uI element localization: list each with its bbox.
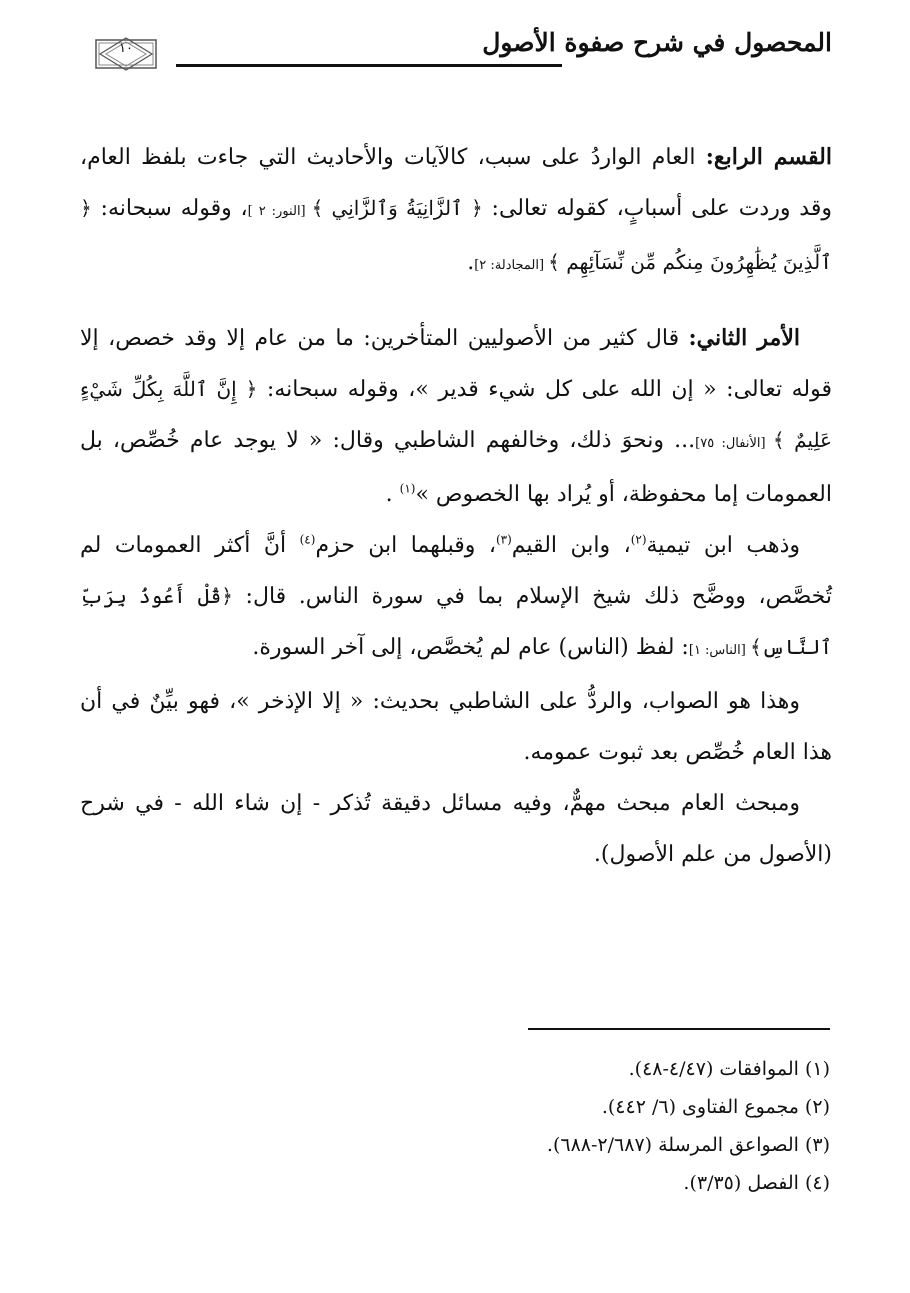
text: ... ونحوَ ذلك، وخالفهم الشاطبي وقال: « لا يوجد عام خُصِّص، بل العمومات إما محفوظة، أو يُراد بها الخصوص » bbox=[80, 428, 832, 507]
text: . bbox=[467, 250, 475, 275]
quran-verse: ﴿قُلْ أَعُوذُ بِرَبِّ ٱلنَّاسِ﴾ bbox=[80, 584, 832, 659]
page-header bbox=[80, 22, 832, 82]
paragraph-5: ومبحث العام مبحث مهمٌّ، وفيه مسائل دقيقة تُذكر - إن شاء الله - في شرح (الأصول من علم الأصول). bbox=[80, 791, 832, 867]
text: ، وقبلهما ابن حزم bbox=[315, 533, 496, 558]
text: أنَّ أكثر العمومات لم تُخصَّص، ووضَّح ذلك شيخ الإسلام بما في سورة الناس. قال: bbox=[80, 533, 832, 609]
footnote-marker[interactable]: (٢) bbox=[630, 532, 647, 547]
paragraph-4: وهذا هو الصواب، والردُّ على الشاطبي بحديث: « إلا الإذخر »، فهو بيِّنٌ في أن هذا العام خُصِّص بعد ثبوت عمومه. bbox=[80, 689, 832, 765]
text: ، وقوله سبحانه: bbox=[91, 196, 248, 221]
verse-reference: [النور: ٢ ] bbox=[247, 204, 312, 219]
text: . bbox=[385, 482, 400, 507]
quran-verse: ﴿ ٱلَّذِينَ يُظَٰهِرُونَ مِنكُم مِّن نِّسَآئِهِم ﴾ bbox=[80, 196, 832, 274]
verse-reference: [الأنفال: ٧٥] bbox=[695, 436, 773, 451]
footnote-marker[interactable]: (٤) bbox=[299, 532, 316, 547]
footnote-marker[interactable]: (١) bbox=[399, 481, 416, 496]
text: قال كثير من الأصوليين المتأخرين: ما من عام إلا وقد خصص، إلا قوله تعالى: « إن الله على كل شيء قدير »، وقوله سبحانه: bbox=[80, 326, 832, 402]
section-heading: القسم الرابع: bbox=[705, 144, 832, 170]
text: العام الواردُ على سبب، كالآيات والأحاديث التي جاءت بلفظ العام، وقد وردت على أسبابٍ، كقوله تعالى: bbox=[80, 145, 832, 221]
paragraph-3 bbox=[80, 520, 832, 676]
text: وذهب ابن تيمية bbox=[646, 533, 800, 558]
footnote-2: (٢) مجموع الفتاوى (٦/ ٤٤٢). bbox=[601, 1096, 830, 1118]
paragraph-2 bbox=[80, 313, 832, 520]
footnote-1: (١) الموافقات (٤/٤٧-٤٨). bbox=[628, 1058, 830, 1080]
footnote-separator bbox=[528, 1028, 830, 1030]
quran-verse: ﴿ إِنَّ ٱللَّهَ بِكُلِّ شَيْءٍ عَلِيمٌ ﴾ bbox=[80, 377, 832, 452]
verse-reference: [المجادلة: ٢] bbox=[474, 258, 549, 273]
main-text bbox=[80, 132, 832, 880]
book-title: المحصول في شرح صفوة الأصول bbox=[482, 28, 832, 57]
verse-reference: [الناس: ١] bbox=[688, 643, 750, 658]
quran-verse: ﴿ ٱلزَّانِيَةُ وَٱلزَّانِي ﴾ bbox=[311, 196, 483, 220]
text: ، وابن القيم bbox=[511, 533, 631, 558]
page-number: ١٠ bbox=[119, 41, 133, 56]
footnote-3: (٣) الصواعق المرسلة (٢/٦٨٧-٦٨٨). bbox=[546, 1134, 830, 1156]
text: : لفظ (الناس) عام لم يُخصَّص، إلى آخر السورة. bbox=[252, 635, 689, 660]
paragraph-1 bbox=[80, 132, 832, 291]
footnotes bbox=[78, 1050, 830, 1202]
section-heading: الأمر الثاني: bbox=[688, 325, 800, 351]
header-rule bbox=[176, 64, 562, 67]
footnote-4: (٤) الفصل (٣/٣٥). bbox=[683, 1172, 830, 1194]
footnote-marker[interactable]: (٣) bbox=[495, 532, 512, 547]
